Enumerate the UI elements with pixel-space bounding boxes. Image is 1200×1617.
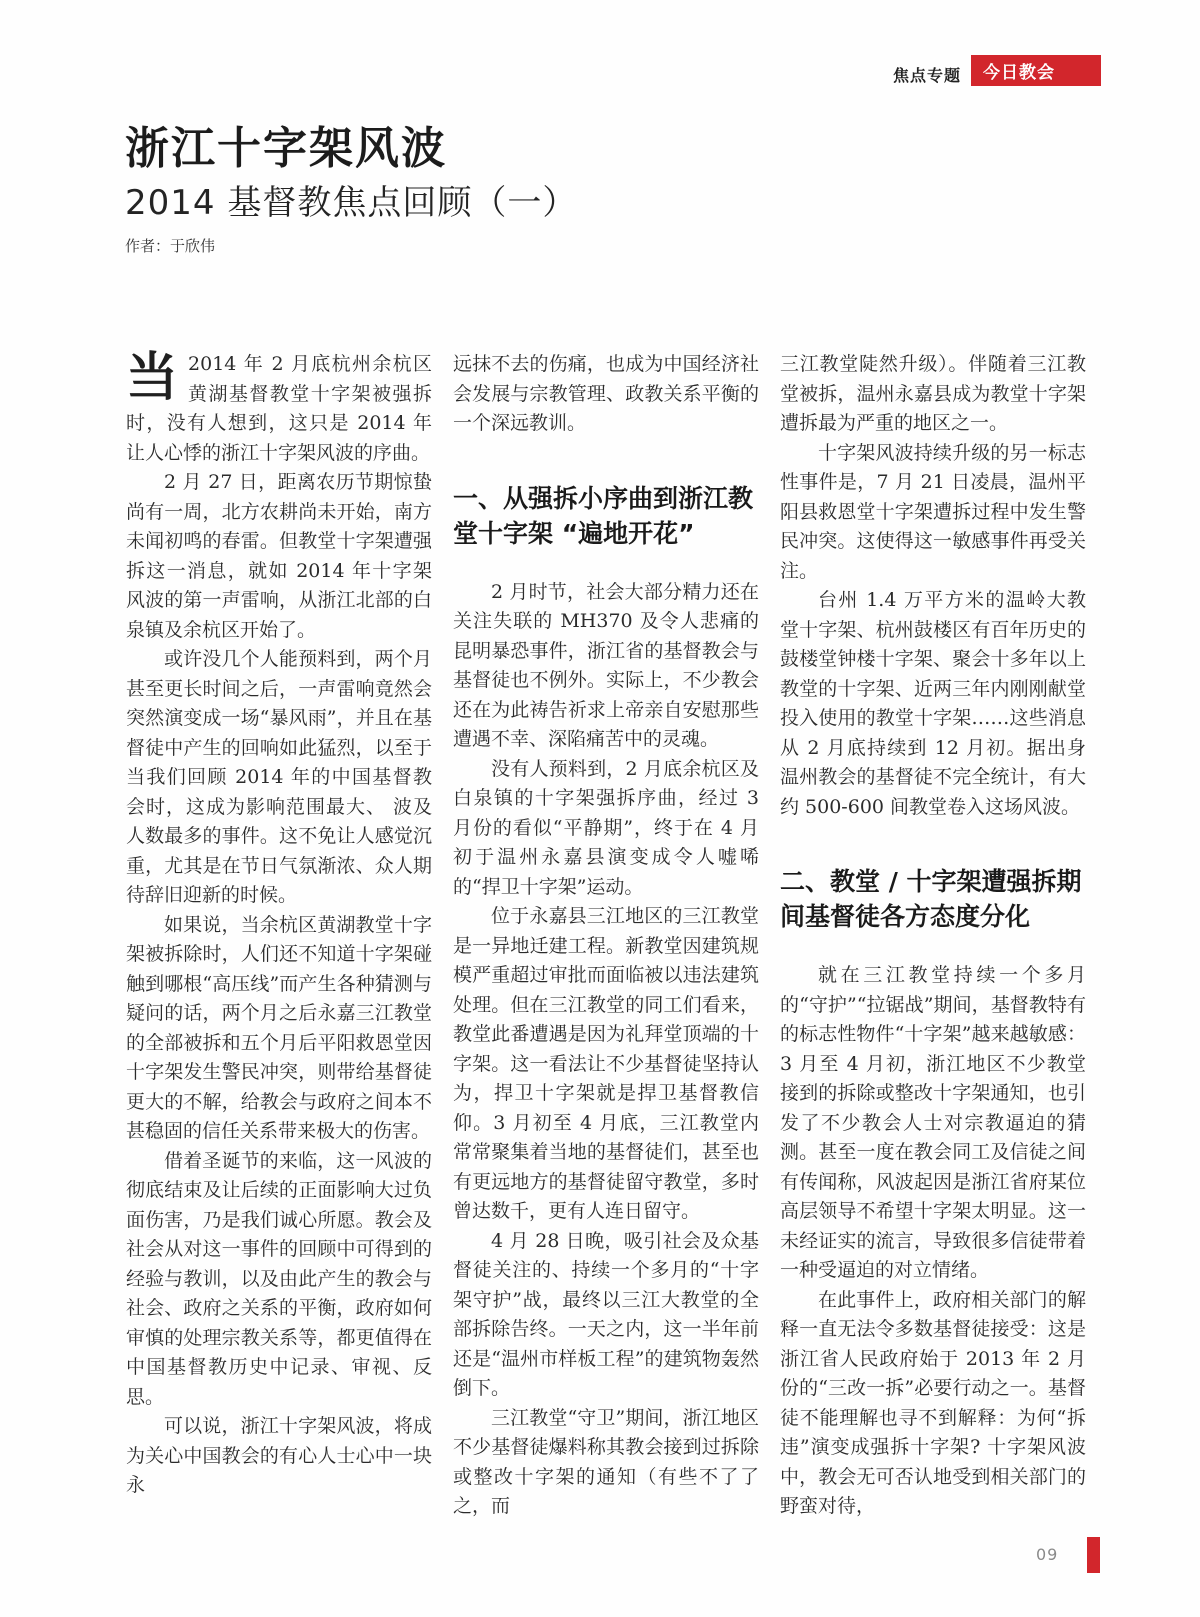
paragraph: 就在三江教堂持续一个多月的“守护”“拉锯战”期间，基督教特有的标志性物件“十字架”越来越敏感：3 月至 4 月初，浙江地区不少教堂接到的拆除或整改十字架通知，也引发了不少教会人士对宗教逼迫的猜测。甚至一度在教会同工及信徒之间有传闻称，风波起因是浙江省府某位高层领导不希望十字架太明显。这一未经证实的流言，导致很多信徒带着一种受逼迫的对立情绪。 (780, 964, 1086, 1281)
paragraph: 三江教堂陡然升级）。伴随着三江教堂被拆，温州永嘉县成为教堂十字架遭拆最为严重的地区之一。 (780, 353, 1086, 434)
paragraph: 借着圣诞节的来临，这一风波的彻底结束及让后续的正面影响大过负面伤害，乃是我们诚心所愿。教会及社会从对这一事件的回顾中可得到的经验与教训，以及由此产生的教会与社会、政府之关系的平衡，政府如何审慎的处理宗教关系等，都更值得在中国基督教历史中记录、审视、反思。 (126, 1149, 432, 1408)
text-column-3 (780, 350, 1086, 1522)
paragraph: 十字架风波持续升级的另一标志性事件是，7 月 21 日凌晨，温州平阳县救恩堂十字架遭拆过程中发生警民冲突。这使得这一敏感事件再受关注。 (780, 441, 1086, 582)
paragraph: 如果说，当余杭区黄湖教堂十字架被拆除时，人们还不知道十字架碰触到哪根“高压线”而产生各种猜测与疑问的话，两个月之后永嘉三江教堂的全部被拆和五个月后平阳救恩堂因十字架发生警民冲突，则带给基督徒更大的不解，给教会与政府之间本不甚稳固的信任关系带来极大的伤害。 (126, 913, 432, 1142)
section-heading-1: 一、从强拆小序曲到浙江教堂十字架 “遍地开花” (453, 483, 754, 548)
section-kicker: 焦点专题 (893, 66, 962, 85)
footer-accent-bar (1087, 1537, 1100, 1573)
paragraph: 远抹不去的伤痛，也成为中国经济社会发展与宗教管理、政教关系平衡的一个深远教训。 (453, 353, 759, 434)
paragraph: 在此事件上，政府相关部门的解释一直无法令多数基督徒接受：这是浙江省人民政府始于 2013 年 2 月份的“三改一拆”必要行动之一。基督徒不能理解也寻不到解释：为何“拆违”演变成强拆十字架? 十字架风波中，教会无可否认地受到相关部门的野蛮对待， (780, 1288, 1086, 1517)
paragraph-text: 2014 年 2 月底杭州余杭区黄湖基督教堂十字架被强拆时，没有人想到，这只是 2014 年让人心悸的浙江十字架风波的序曲。 (126, 353, 432, 464)
article-subtitle: 2014 基督教焦点回顾（一） (125, 183, 578, 223)
article-byline: 作者：于欣伟 (125, 237, 216, 255)
paragraph: 台州 1.4 万平方米的温岭大教堂十字架、杭州鼓楼区有百年历史的鼓楼堂钟楼十字架、聚会十多年以上教堂的十字架、近两三年内刚刚献堂投入使用的教堂十字架……这些消息从 2 月底持续到 12 月初。据出身温州教会的基督徒不完全统计，有大约 500-600 间教堂卷入这场风波。 (780, 589, 1086, 818)
text-column-1 (126, 350, 432, 1501)
article-title: 浙江十字架风波 (125, 123, 447, 174)
paragraph: 2 月 27 日，距离农历节期惊蛰尚有一周，北方农耕尚未开始，南方未闻初鸣的春雷。但教堂十字架遭强拆这一消息，就如 2014 年十字架风波的第一声雷响，从浙江北部的白泉镇及余杭区开始了。 (126, 471, 432, 641)
magazine-badge: 今日教会 (971, 55, 1101, 86)
paragraph (126, 350, 432, 468)
paragraph: 可以说，浙江十字架风波，将成为关心中国教会的有心人士心中一块永 (126, 1415, 432, 1496)
drop-cap: 当 (126, 348, 179, 408)
text-column-2 (453, 350, 759, 1522)
section-heading-2: 二、教堂 / 十字架遭强拆期间基督徒各方态度分化 (780, 867, 1082, 931)
paragraph: 或许没几个人能预料到，两个月甚至更长时间之后，一声雷响竟然会突然演变成一场“暴风雨”，并且在基督徒中产生的回响如此猛烈，以至于当我们回顾 2014 年的中国基督教会时，这成为影响范围最大、 波及人数最多的事件。这不免让人感觉沉重，尤其是在节日气氛渐浓、众人期待辞旧迎新的时候。 (126, 648, 432, 906)
paragraph: 4 月 28 日晚，吸引社会及众基督徒关注的、持续一个多月的“十字架守护”战，最终以三江大教堂的全部拆除告终。一天之内，这一半年前还是“温州市样板工程”的建筑物轰然倒下。 (453, 1229, 759, 1399)
paragraph: 位于永嘉县三江地区的三江教堂是一异地迁建工程。新教堂因建筑规模严重超过审批而面临被以违法建筑处理。但在三江教堂的同工们看来，教堂此番遭遇是因为礼拜堂顶端的十字架。这一看法让不少基督徒坚持认为，捍卫十字架就是捍卫基督教信仰。3 月初至 4 月底，三江教堂内常常聚集着当地的基督徒们，甚至也有更远地方的基督徒留守教堂，多时曾达数千，更有人连日留守。 (453, 905, 759, 1222)
paragraph: 没有人预料到，2 月底余杭区及白泉镇的十字架强拆序曲，经过 3 月份的看似“平静期”，终于在 4 月初于温州永嘉县演变成令人嘘唏的“捍卫十字架”运动。 (453, 757, 759, 898)
paragraph: 2 月时节，社会大部分精力还在关注失联的 MH370 及令人悲痛的昆明暴恐事件，浙江省的基督教会与基督徒也不例外。实际上，不少教会还在为此祷告祈求上帝亲自安慰那些遭遇不幸、深陷痛苦中的灵魂。 (453, 580, 759, 750)
paragraph: 三江教堂“守卫”期间，浙江地区不少基督徒爆料称其教会接到过拆除或整改十字架的通知（有些不了了之，而 (453, 1406, 759, 1517)
page-number: 09 (1036, 1545, 1059, 1564)
